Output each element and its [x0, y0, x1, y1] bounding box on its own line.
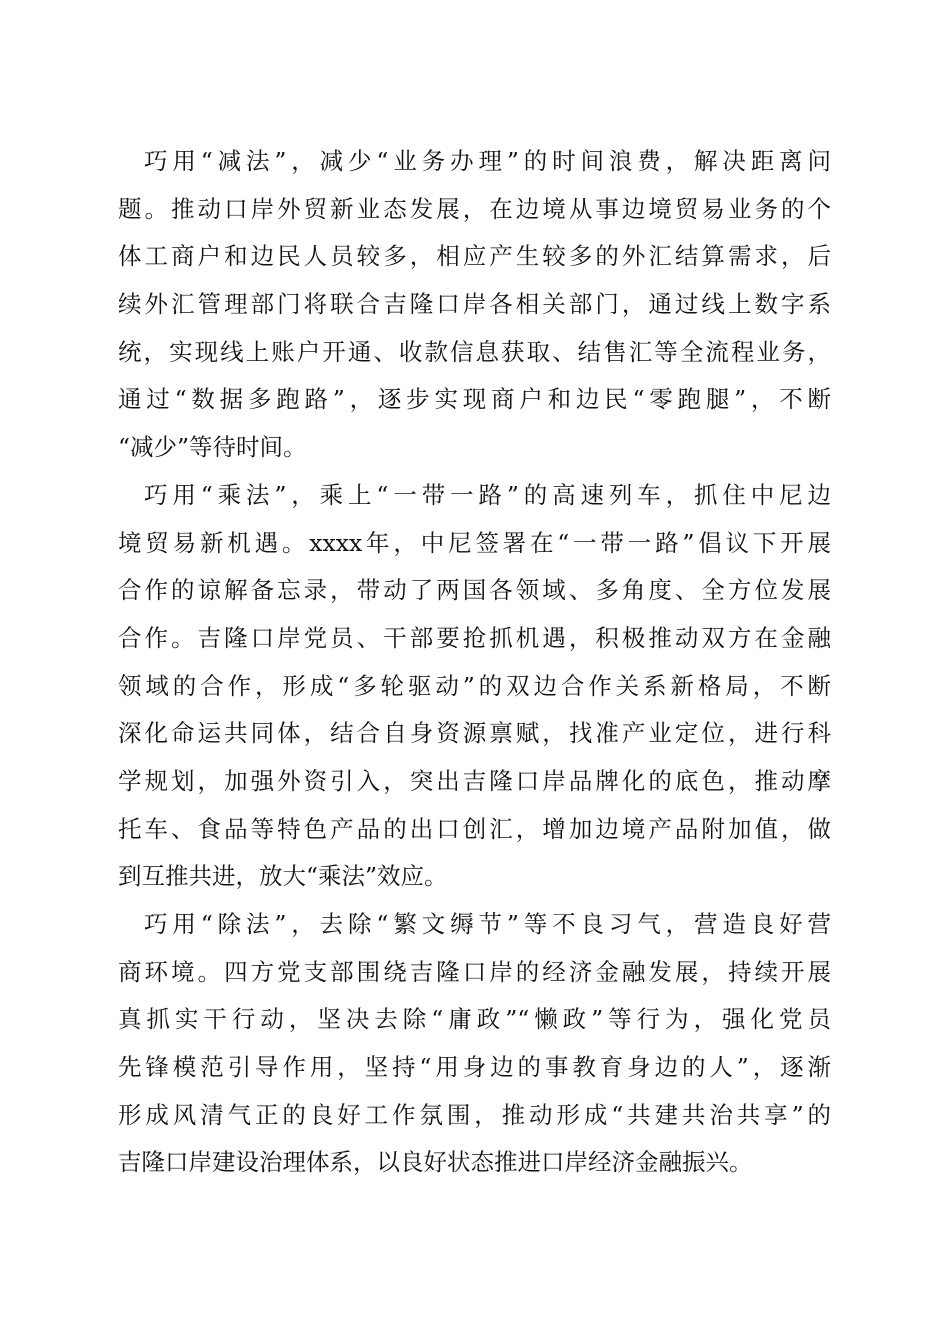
paragraph-line: 巧用“减法”，减少“业务办理”的时间浪费，解决距离问 [144, 147, 831, 175]
paragraph-line: 续外汇管理部门将联合吉隆口岸各相关部门，通过线上数字系 [118, 290, 831, 319]
paragraph-line: 巧用“除法”，去除“繁文缛节”等不良习气，营造良好营 [144, 910, 831, 938]
paragraph-line: 境贸易新机遇。xxxx年，中尼签署在“一带一路”倡议下开展 [118, 528, 831, 557]
paragraph-line: 通过“数据多跑路”，逐步实现商户和边民“零跑腿”，不断 [118, 385, 831, 414]
paragraph-line: 合作。吉隆口岸党员、干部要抢抓机遇，积极推动双方在金融 [118, 623, 831, 652]
paragraph-line: 真抓实干行动，坚决去除“庸政”“懒政”等行为，强化党员 [118, 1005, 831, 1034]
paragraph-line: 先锋模范引导作用，坚持“用身边的事教育身边的人”，逐渐 [118, 1053, 831, 1082]
paragraph-line: 到互推共进，放大“乘法”效应。 [118, 862, 448, 891]
paragraph [118, 472, 831, 901]
paragraph-line: 体工商户和边民人员较多，相应产生较多的外汇结算需求，后 [118, 242, 831, 271]
paragraph-line: “减少”等待时间。 [118, 433, 307, 462]
paragraph-line: 学规划，加强外资引入，突出吉隆口岸品牌化的底色，推动摩 [118, 766, 831, 795]
paragraph-line: 统，实现线上账户开通、收款信息获取、结售汇等全流程业务， [118, 337, 831, 366]
paragraph-line: 形成风清气正的良好工作氛围，推动形成“共建共治共享”的 [118, 1100, 831, 1129]
paragraph-line: 合作的谅解备忘录，带动了两国各领域、多角度、全方位发展 [118, 576, 831, 605]
paragraph-line: 吉隆口岸建设治理体系，以良好状态推进口岸经济金融振兴。 [118, 1148, 753, 1177]
paragraph-line: 题。推动口岸外贸新业态发展，在边境从事边境贸易业务的个 [118, 194, 831, 223]
paragraph-line: 深化命运共同体，结合自身资源禀赋，找准产业定位，进行科 [118, 719, 831, 748]
paragraph-line: 商环境。四方党支部围绕吉隆口岸的经济金融发展，持续开展 [118, 957, 831, 986]
paragraph-line: 领域的合作，形成“多轮驱动”的双边合作关系新格局，不断 [118, 671, 831, 700]
paragraph-line: 巧用“乘法”，乘上“一带一路”的高速列车，抓住中尼边 [144, 480, 831, 509]
document-body [118, 138, 831, 1187]
paragraph-line: 托车、食品等特色产品的出口创汇，增加边境产品附加值，做 [118, 814, 831, 843]
paragraph [118, 138, 831, 472]
paragraph [118, 901, 831, 1187]
